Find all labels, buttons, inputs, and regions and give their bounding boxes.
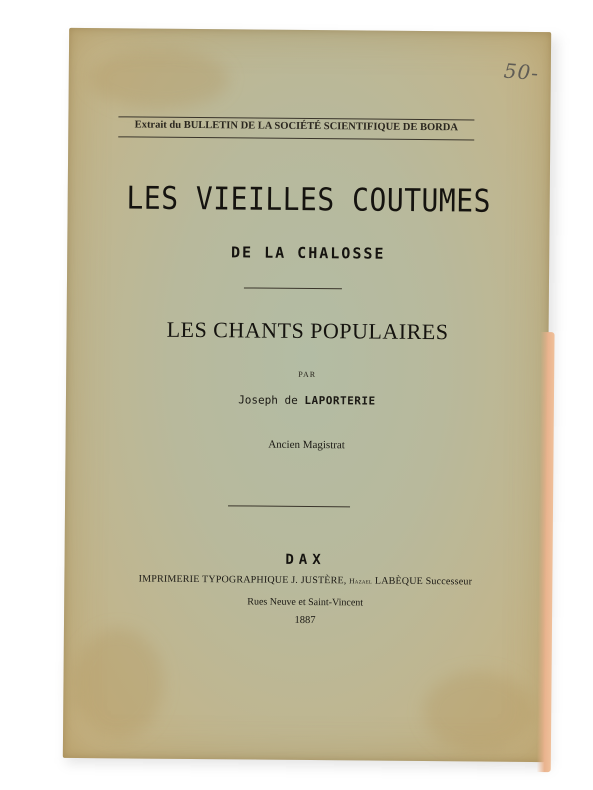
divider-rule bbox=[244, 287, 342, 289]
imprint-year: 1887 bbox=[294, 614, 316, 627]
paper-stain bbox=[73, 628, 164, 739]
header-rule-bottom bbox=[118, 136, 474, 140]
par-label: PAR bbox=[298, 369, 317, 380]
main-title: LES VIEILLES COUTUMES bbox=[126, 179, 492, 220]
imprint-printer bbox=[64, 573, 546, 588]
imprint-city: DAX bbox=[285, 551, 326, 569]
header-extract-line bbox=[118, 119, 474, 133]
printer-name: LABÈQUE bbox=[374, 575, 424, 588]
divider-rule bbox=[228, 505, 350, 507]
printer-given-name: Hazael bbox=[349, 576, 373, 586]
subtitle: DE LA CHALOSSE bbox=[230, 243, 386, 263]
printer-suffix: Successeur bbox=[425, 576, 473, 588]
paper-stain bbox=[88, 48, 229, 109]
header-bulletin: BULLETIN DE LA SOCIÉTÉ SCIENTIFIQUE DE BORDA bbox=[183, 119, 459, 134]
author-given-name: Joseph de bbox=[238, 393, 298, 407]
pencil-price-note: 50- bbox=[502, 58, 540, 86]
author-role: Ancien Magistrat bbox=[268, 438, 345, 452]
imprint-address: Rues Neuve et Saint-Vincent bbox=[247, 596, 364, 609]
author-line bbox=[66, 392, 548, 409]
booklet-cover bbox=[63, 28, 551, 762]
header-prefix: Extrait du bbox=[134, 119, 182, 131]
paper-stain bbox=[423, 671, 534, 752]
author-surname: LAPORTERIE bbox=[304, 393, 376, 408]
secondary-title: LES CHANTS POPULAIRES bbox=[166, 316, 449, 345]
printer-main: IMPRIMERIE TYPOGRAPHIQUE J. JUSTÈRE, bbox=[138, 573, 347, 587]
